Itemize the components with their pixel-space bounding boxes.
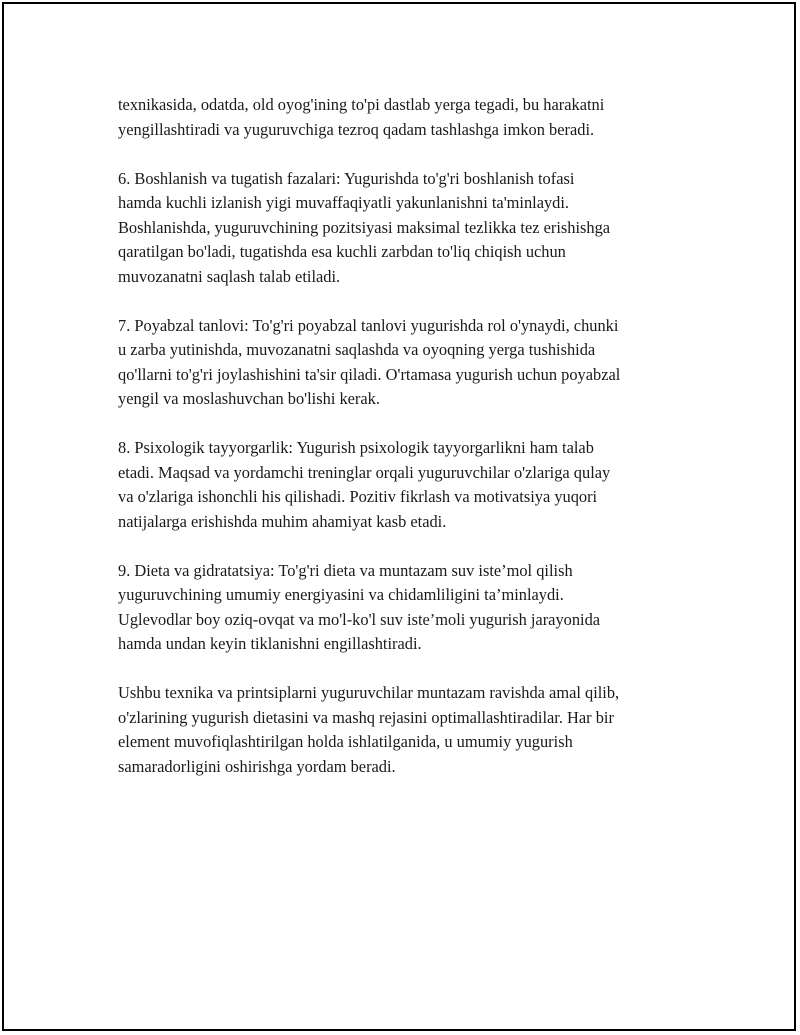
paragraph-diet-hydration: 9. Dieta va gidratatsiya: To'g'ri dieta va muntazam suv iste’mol qilish yuguruvchining umumiy energiyasini va chidamliligini ta’minlaydi. Uglevodlar boy oziq-ovqat va mo'l-ko'l suv iste’moli yugurish jarayonida hamda undan keyin tiklanishni engillashtiradi. <box>118 560 601 653</box>
paragraph-technique-continued: texnikasida, odatda, old oyog'ining to'pi dastlab yerga tegadi, bu harakatni yengillashtiradi va yuguruvchiga tezroq qadam tashlashga imkon beradi. <box>118 95 605 139</box>
paragraph-footwear-choice: 7. Poyabzal tanlovi: To'g'ri poyabzal tanlovi yugurishda rol o'ynaydi, chunki u zarba yutinishda, muvozanatni saqlashda va oyoqning yerga tushishida qo'llarni to'g'ri joylashishini ta'sir qiladi. O'rtamasa yugurish uchun poyabzal yengil va moslashuvchan bo'lishi kerak. <box>118 315 621 408</box>
document-body <box>118 93 698 804</box>
paragraph-conclusion: Ushbu texnika va printsiplarni yuguruvchilar muntazam ravishda amal qilib, o'zlarining yugurish dietasini va mashq rejasini optimallashtiradilar. Har bir element muvofiqlashtirilgan holda ishlatilganida, u umumiy yugurish samaradorligini oshirishga yordam beradi. <box>118 683 620 776</box>
paragraph-start-finish-phases: 6. Boshlanish va tugatish fazalari: Yugurishda to'g'ri boshlanish tofasi hamda kuchli izlanish yigi muvaffaqiyatli yakunlanishni ta'minlaydi. Boshlanishda, yuguruvchining pozitsiyasi maksimal tezlikka tez erishishga qaratilgan bo'ladi, tugatishda esa kuchli zarbdan to'liq chiqish uchun muvozanatni saqlash talab etiladi. <box>118 168 611 286</box>
paragraph-psychological-preparation: 8. Psixologik tayyorgarlik: Yugurish psixologik tayyorgarlikni ham talab etadi. Maqsad va yordamchi treninglar orqali yuguruvchilar o'zlariga qulay va o'zlariga ishonchli his qilishadi. Pozitiv fikrlash va motivatsiya yuqori natijalarga erishishda muhim ahamiyat kasb etadi. <box>118 438 611 531</box>
